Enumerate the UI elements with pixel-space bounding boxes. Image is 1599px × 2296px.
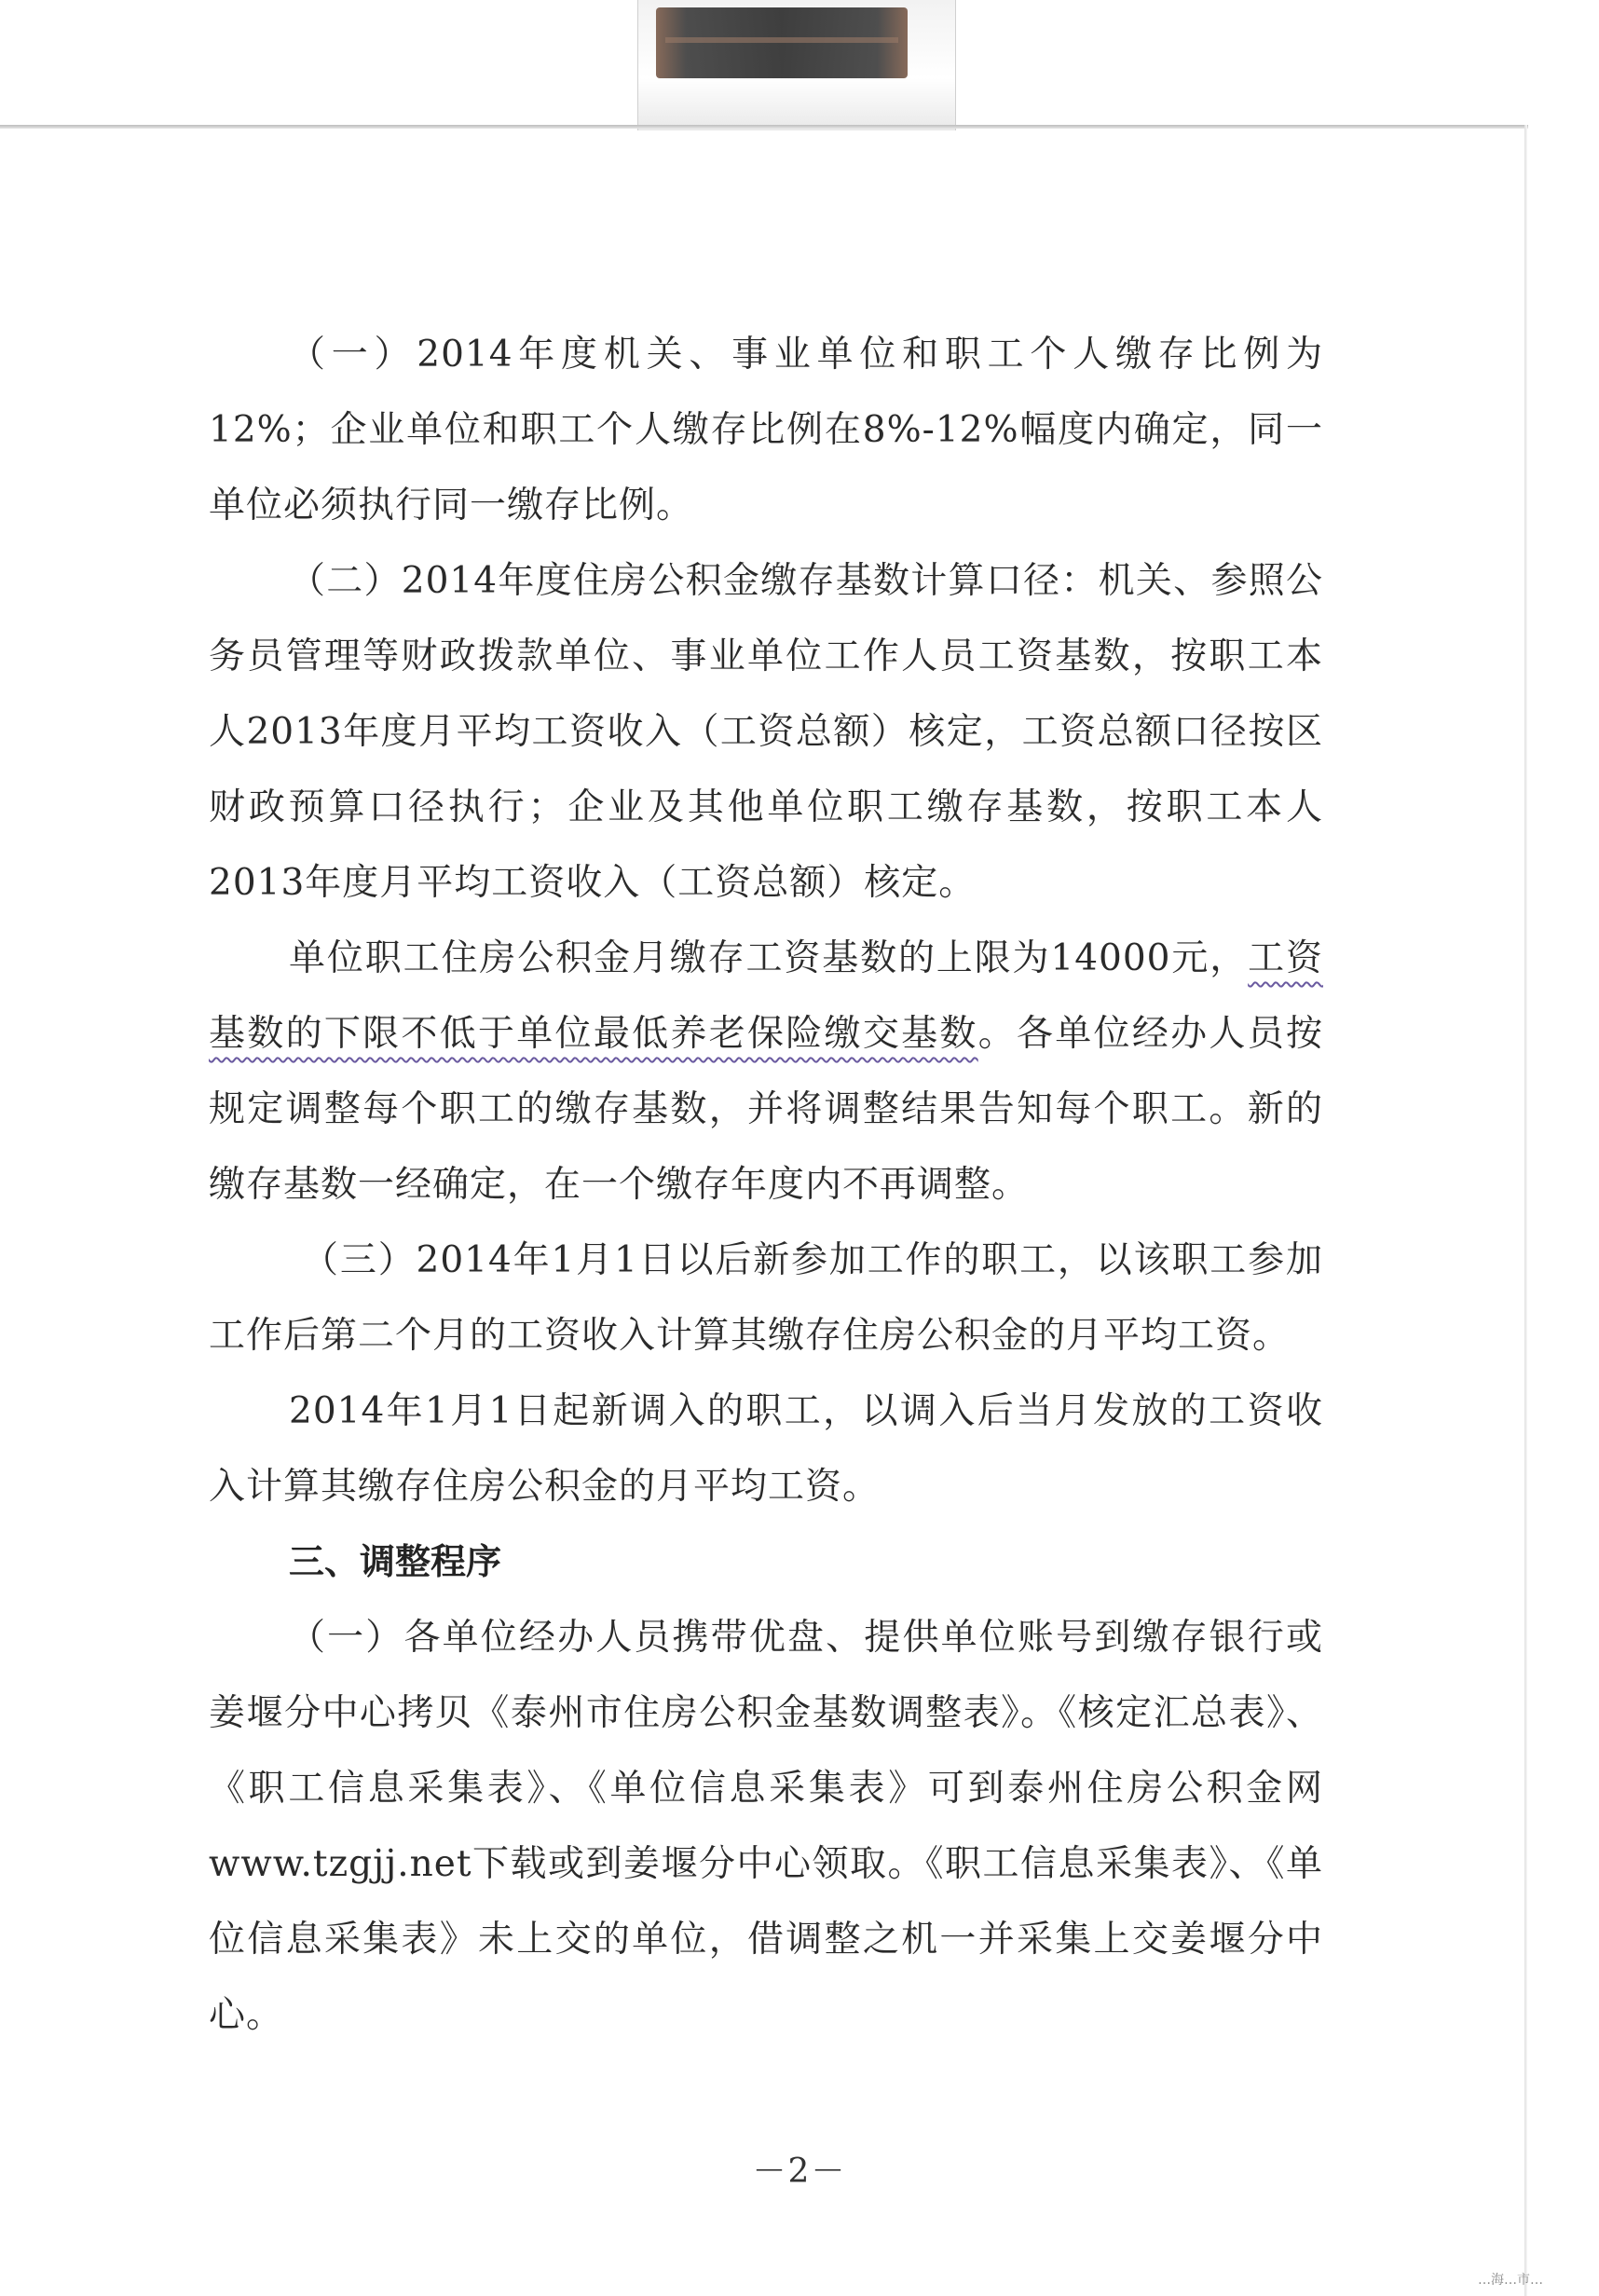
base-limit-upper-text: 单位职工住房公积金月缴存工资基数的上限为14000元，	[289, 937, 1249, 979]
binder-clip-stripe	[665, 37, 898, 43]
base-limit-lower-underlined: 工资基数的下限不低于单位最低养老保险缴交基数	[209, 937, 1323, 1055]
paragraph-procedure-step-one: （一）各单位经办人员携带优盘、提供单位账号到缴存银行或姜堰分中心拷贝《泰州市住房公积金基数调整表》。《核定汇总表》、《职工信息采集表》、《单位信息采集表》可到泰州住房公积金网www.tzgjj.net下载或到姜堰分中心领取。《职工信息采集表》、《单位信息采集表》未上交的单位，借调整之机一并采集上交姜堰分中心。	[209, 1617, 1323, 2036]
paragraph-base-calculation: （二）2014年度住房公积金缴存基数计算口径：机关、参照公务员管理等财政拨款单位、事业单位工作人员工资基数，按职工本人2013年度月平均工资收入（工资总额）核定，工资总额口径按区财政预算口径执行；企业及其他单位职工缴存基数，按职工本人2013年度月平均工资收入（工资总额）核定。	[209, 560, 1323, 904]
page-right-edge	[1524, 125, 1527, 2296]
page-top-edge	[0, 125, 1528, 129]
base-limit-adjust-text: 。各单位经办人员按规定调整每个职工的缴存基数，并将调整结果告知每个职工。新的缴存基数一经确定，在一个缴存年度内不再调整。	[209, 1013, 1323, 1206]
section-heading-adjustment-procedure: 三、调整程序	[289, 1541, 502, 1582]
paragraph-contribution-ratio: （一）2014年度机关、事业单位和职工个人缴存比例为12%；企业单位和职工个人缴存比例在8%-12%幅度内确定，同一单位必须执行同一缴存比例。	[209, 334, 1323, 526]
document-body	[209, 317, 1323, 2053]
scan-corner-mark: …海…市…	[1478, 2273, 1543, 2288]
binder-clip	[656, 7, 908, 78]
paragraph-base-limits	[209, 921, 1323, 1223]
paragraph-new-employees: （三）2014年1月1日以后新参加工作的职工，以该职工参加工作后第二个月的工资收入计算其缴存住房公积金的月平均工资。	[209, 1239, 1323, 1357]
page-number: －2－	[752, 2152, 847, 2191]
paragraph-transferred-employees: 2014年1月1日起新调入的职工，以调入后当月发放的工资收入计算其缴存住房公积金的月平均工资。	[209, 1390, 1323, 1508]
